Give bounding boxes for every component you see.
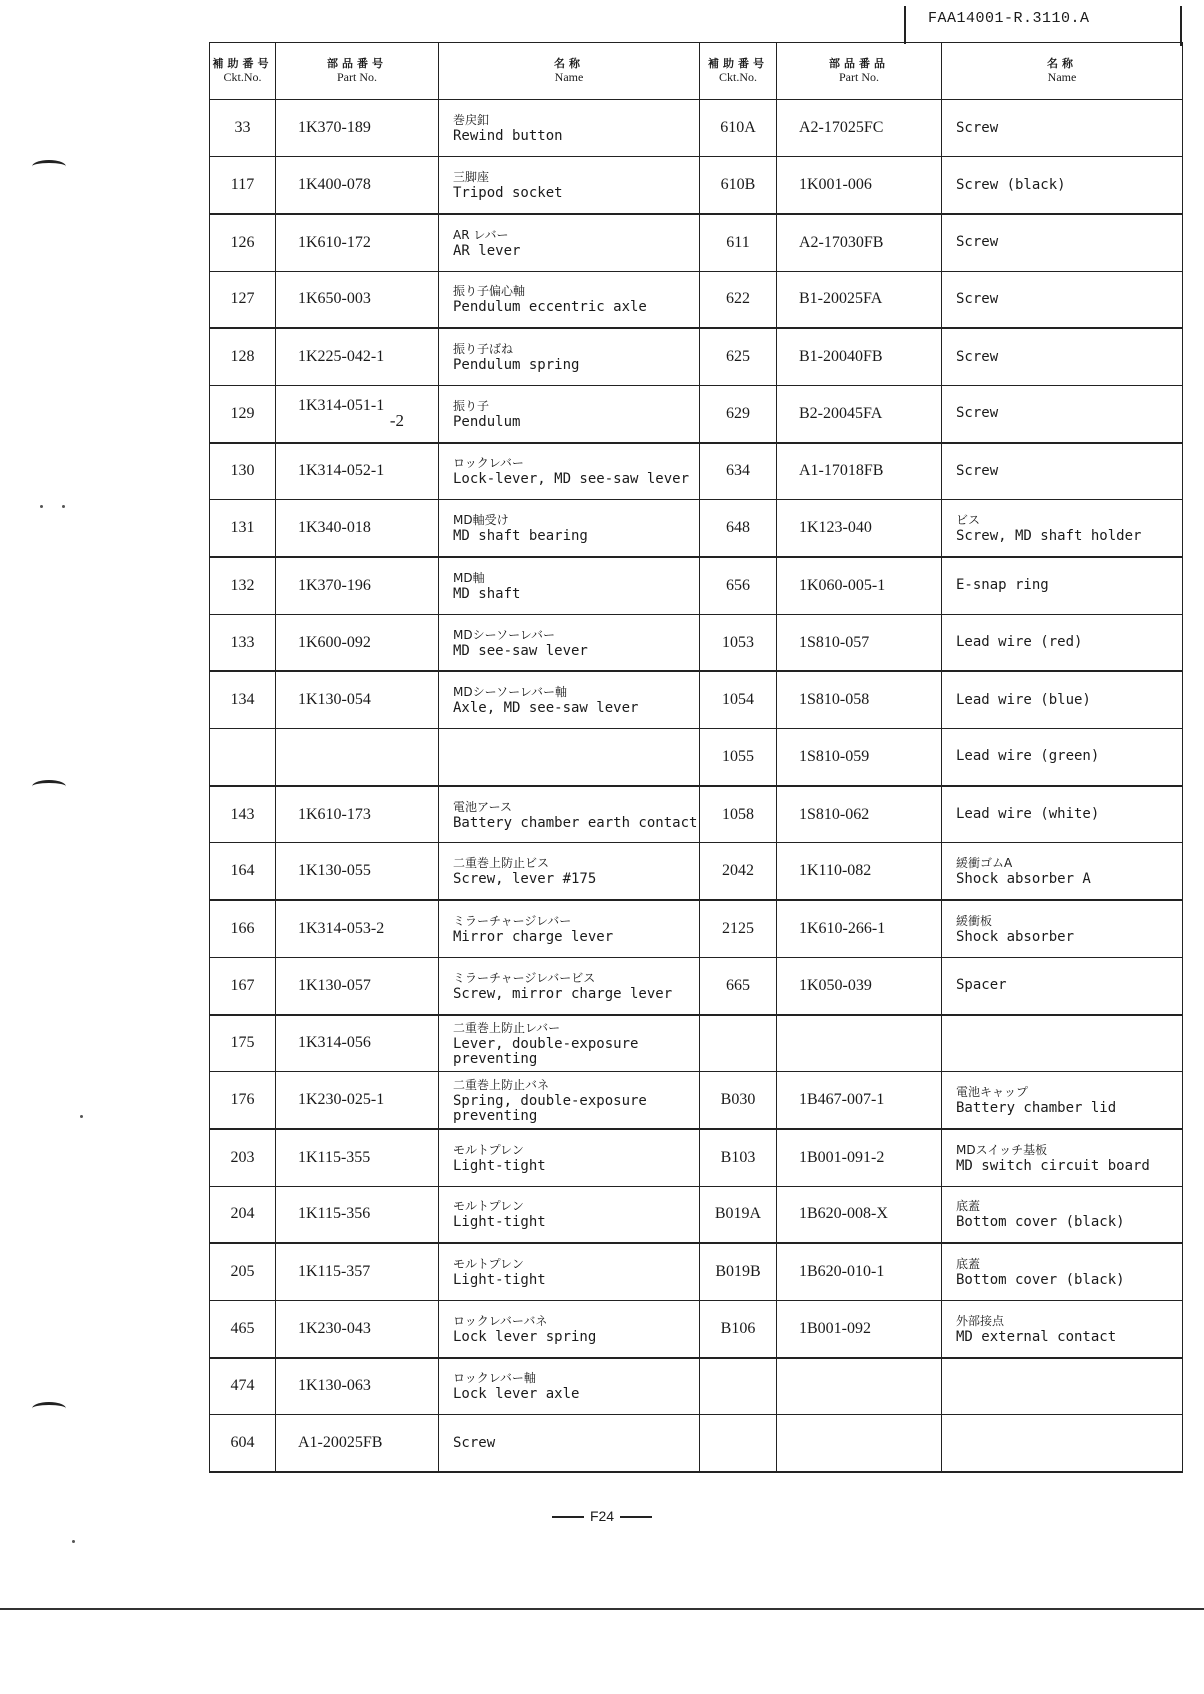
ckt-number-right: 1058	[700, 786, 777, 843]
part-name-jp: ロックレバー軸	[453, 1371, 536, 1386]
table-row	[210, 214, 1183, 271]
part-name	[439, 729, 700, 786]
part-number-text: 1K130-057	[298, 976, 371, 994]
part-number	[276, 557, 439, 614]
part-name	[439, 500, 700, 557]
ckt-number: 131	[210, 500, 276, 557]
part-number-text: 1K370-189	[298, 119, 371, 137]
part-name-jp: ロックレバー	[453, 456, 524, 471]
part-number	[276, 1186, 439, 1243]
part-number	[276, 614, 439, 671]
part-number	[276, 1072, 439, 1129]
ckt-number: 143	[210, 786, 276, 843]
part-number-text: 1K314-056	[298, 1034, 371, 1052]
part-number	[276, 328, 439, 385]
part-number-right	[777, 1358, 942, 1415]
ckt-number-right: 611	[700, 214, 777, 271]
part-number-right: A1-17018FB	[777, 443, 942, 500]
table-row	[210, 1358, 1183, 1415]
part-name	[439, 328, 700, 385]
table-row	[210, 1015, 1183, 1072]
part-name-en: MD shaft bearing	[453, 528, 588, 545]
part-number	[276, 957, 439, 1014]
part-number-right: 1S810-059	[777, 729, 942, 786]
part-name-en: Lever, double-exposure preventing	[453, 1035, 639, 1067]
bottom-rule	[0, 1608, 1204, 1610]
parts-table	[209, 42, 1183, 1473]
ckt-number: 129	[210, 385, 276, 442]
page-number	[0, 1508, 1204, 1524]
part-name-right	[942, 328, 1183, 385]
part-number-text: 1K230-043	[298, 1319, 371, 1337]
part-number-text: 1K400-078	[298, 176, 371, 194]
part-name-jp: 振り子偏心軸	[453, 284, 526, 299]
ckt-number-right: 656	[700, 557, 777, 614]
part-number-right: 1S810-057	[777, 614, 942, 671]
col-header-part: 部品番号 Part No.	[276, 43, 439, 100]
part-name-jp: MD軸受け	[453, 513, 509, 528]
part-number-right: 1K110-082	[777, 843, 942, 900]
part-name-right	[942, 1129, 1183, 1186]
table-row	[210, 385, 1183, 442]
part-name	[439, 100, 700, 157]
part-name-right	[942, 1358, 1183, 1415]
table-row	[210, 500, 1183, 557]
part-name-jp: 三脚座	[453, 170, 490, 185]
part-name-right	[942, 1072, 1183, 1129]
part-name-en: Lock-lever, MD see-saw lever	[453, 471, 690, 488]
part-name-jp: MDシーソーレバー軸	[453, 685, 568, 700]
ckt-number: 604	[210, 1415, 276, 1472]
ckt-number-right: 625	[700, 328, 777, 385]
part-name	[439, 843, 700, 900]
part-name	[439, 557, 700, 614]
part-number	[276, 443, 439, 500]
part-name-jp: 巻戻釦	[453, 113, 490, 128]
part-name-right	[942, 843, 1183, 900]
part-name-right-en: Screw (black)	[956, 176, 1066, 193]
ckt-number: 204	[210, 1186, 276, 1243]
part-number-text: 1K230-025-1	[298, 1091, 385, 1109]
ckt-number: 176	[210, 1072, 276, 1129]
ckt-number-right	[700, 1358, 777, 1415]
ckt-number: 474	[210, 1358, 276, 1415]
part-name-right	[942, 614, 1183, 671]
part-name	[439, 1415, 700, 1472]
part-name-jp: モルトプレン	[453, 1257, 524, 1272]
ckt-number-right: 629	[700, 385, 777, 442]
part-name-en: MD shaft	[453, 585, 521, 602]
ckt-number: 128	[210, 328, 276, 385]
part-name-right-jp: 底蓋	[956, 1199, 981, 1214]
ckt-number: 203	[210, 1129, 276, 1186]
ckt-number: 164	[210, 843, 276, 900]
speck	[72, 1540, 75, 1543]
table-row	[210, 1129, 1183, 1186]
ckt-number-right	[700, 1015, 777, 1072]
part-name	[439, 1243, 700, 1300]
part-number-text: 1K115-356	[298, 1205, 371, 1223]
part-name-right	[942, 786, 1183, 843]
part-name-jp: MDシーソーレバー	[453, 627, 556, 642]
part-name-en: Axle, MD see-saw lever	[453, 700, 639, 717]
ckt-number-right: 648	[700, 500, 777, 557]
ckt-number-right: B103	[700, 1129, 777, 1186]
part-number-right: 1S810-062	[777, 786, 942, 843]
part-name-right-en: Lead wire (red)	[956, 634, 1083, 651]
part-name-right-jp: 緩衝ゴムA	[956, 856, 1013, 871]
ckt-number-right: B019B	[700, 1243, 777, 1300]
part-number-text: 1K130-054	[298, 691, 371, 709]
part-name-en: Lock lever spring	[453, 1328, 597, 1345]
part-number	[276, 500, 439, 557]
part-name-jp: 二重巻上防止ビス	[453, 856, 550, 871]
ckt-number-right: B106	[700, 1300, 777, 1357]
ckt-number: 117	[210, 157, 276, 214]
table-row	[210, 614, 1183, 671]
ckt-number-right: 622	[700, 271, 777, 328]
part-name-jp: MD軸	[453, 570, 485, 585]
part-number-right: 1B467-007-1	[777, 1072, 942, 1129]
part-name-en: Screw, mirror charge lever	[453, 985, 673, 1002]
part-name-right-jp: 外部接点	[956, 1313, 1005, 1328]
part-name-jp: 電池アース	[453, 799, 513, 814]
part-name-right	[942, 1015, 1183, 1072]
part-name-en: Pendulum eccentric axle	[453, 299, 647, 316]
part-number-text: 1K115-357	[298, 1263, 371, 1281]
ckt-number-right: 610A	[700, 100, 777, 157]
part-name-right	[942, 385, 1183, 442]
table-row	[210, 100, 1183, 157]
part-name-right-en: Screw	[956, 348, 999, 365]
part-name-en: Battery chamber earth contact	[453, 814, 698, 831]
ckt-number: 130	[210, 443, 276, 500]
part-name	[439, 1300, 700, 1357]
ckt-number: 133	[210, 614, 276, 671]
part-name-right-en: Screw	[956, 405, 999, 422]
part-name	[439, 1129, 700, 1186]
part-name-jp: 振り子ばね	[453, 342, 514, 357]
part-name-right	[942, 1186, 1183, 1243]
ckt-number	[210, 729, 276, 786]
part-name	[439, 443, 700, 500]
part-name-jp: 二重巻上防止レバー	[453, 1020, 561, 1035]
part-name-right-en: Bottom cover (black)	[956, 1214, 1125, 1231]
part-number-right: 1K123-040	[777, 500, 942, 557]
part-number-right: 1S810-058	[777, 671, 942, 728]
part-name-en: Pendulum	[453, 413, 521, 430]
part-number-text: 1K225-042-1	[298, 348, 385, 366]
part-number-right: 1K060-005-1	[777, 557, 942, 614]
table-row	[210, 729, 1183, 786]
part-name-right-en: Bottom cover (black)	[956, 1272, 1125, 1289]
part-name-jp: 二重巻上防止バネ	[453, 1077, 550, 1092]
part-name-right	[942, 500, 1183, 557]
part-name-right	[942, 1415, 1183, 1472]
part-name-right-en: Battery chamber lid	[956, 1100, 1117, 1117]
ckt-number-right: B019A	[700, 1186, 777, 1243]
part-number-right: B1-20040FB	[777, 328, 942, 385]
part-name-right	[942, 900, 1183, 957]
part-number-text: 1K314-052-1	[298, 462, 385, 480]
part-number-text: 1K600-092	[298, 633, 371, 651]
part-number-right: 1B620-010-1	[777, 1243, 942, 1300]
part-number-text: 1K340-018	[298, 519, 371, 537]
part-number-text: 1K314-053-2	[298, 919, 385, 937]
speck	[62, 505, 65, 508]
part-name-right	[942, 1243, 1183, 1300]
part-name-right	[942, 271, 1183, 328]
part-name-right-en: Lead wire (blue)	[956, 691, 1091, 708]
table-row	[210, 443, 1183, 500]
margin-mark	[32, 1402, 66, 1415]
table-row	[210, 1300, 1183, 1357]
ckt-number: 132	[210, 557, 276, 614]
part-name-jp: 振り子	[453, 398, 490, 413]
part-name-en: Light-tight	[453, 1157, 546, 1174]
part-number	[276, 900, 439, 957]
part-number-right: 1B001-092	[777, 1300, 942, 1357]
part-name	[439, 1072, 700, 1129]
ckt-number: 167	[210, 957, 276, 1014]
part-number	[276, 385, 439, 442]
part-number	[276, 1243, 439, 1300]
ckt-number: 126	[210, 214, 276, 271]
part-name-en: Light-tight	[453, 1214, 546, 1231]
table-row	[210, 957, 1183, 1014]
col-header-part-right: 部品番品 Part No.	[777, 43, 942, 100]
part-number	[276, 786, 439, 843]
right-rule	[1180, 6, 1182, 46]
part-name-right	[942, 157, 1183, 214]
part-number	[276, 214, 439, 271]
part-name	[439, 385, 700, 442]
table-row	[210, 1415, 1183, 1472]
part-name-right-en: E-snap ring	[956, 577, 1049, 594]
ckt-number-right: 2042	[700, 843, 777, 900]
ckt-number: 465	[210, 1300, 276, 1357]
table-row	[210, 786, 1183, 843]
part-name-right-en: Lead wire (white)	[956, 806, 1100, 823]
part-name-right-jp: 電池キャップ	[956, 1085, 1029, 1100]
col-header-ckt-right: 補助番号 Ckt.No.	[700, 43, 777, 100]
part-name-en: Screw, lever #175	[453, 871, 597, 888]
dash-right	[620, 1516, 652, 1518]
part-number-text: 1K610-173	[298, 805, 371, 823]
part-number-right	[777, 1415, 942, 1472]
ckt-number-right: 665	[700, 957, 777, 1014]
part-name-right	[942, 557, 1183, 614]
part-number-text: 1K314-051-1	[298, 396, 385, 414]
col-header-name-right: 名称 Name	[942, 43, 1183, 100]
table-row	[210, 271, 1183, 328]
part-number	[276, 843, 439, 900]
part-name-right	[942, 443, 1183, 500]
part-name	[439, 157, 700, 214]
dash-left	[552, 1516, 584, 1518]
table-row	[210, 1072, 1183, 1129]
part-number	[276, 1415, 439, 1472]
table-row	[210, 671, 1183, 728]
part-number-right: 1K610-266-1	[777, 900, 942, 957]
part-name-en: Lock lever axle	[453, 1386, 580, 1403]
ckt-number: 33	[210, 100, 276, 157]
part-name	[439, 1015, 700, 1072]
part-name-right-en: MD external contact	[956, 1328, 1117, 1345]
table-row	[210, 900, 1183, 957]
part-name-right	[942, 100, 1183, 157]
part-number-text: 1K370-196	[298, 576, 371, 594]
part-name-jp: モルトプレン	[453, 1199, 524, 1214]
part-name	[439, 671, 700, 728]
table-row	[210, 328, 1183, 385]
part-name-en: Tripod socket	[453, 185, 563, 202]
ckt-number-right: 2125	[700, 900, 777, 957]
part-name-en: Spring, double-exposure preventing	[453, 1092, 647, 1124]
part-name	[439, 1186, 700, 1243]
part-name-en: Rewind button	[453, 128, 563, 145]
ckt-number-right: 1053	[700, 614, 777, 671]
ckt-number: 175	[210, 1015, 276, 1072]
part-name-right-en: Shock absorber	[956, 928, 1075, 945]
part-name-right-en: Lead wire (green)	[956, 748, 1100, 765]
ckt-number-right: B030	[700, 1072, 777, 1129]
part-name-en: MD see-saw lever	[453, 642, 588, 659]
part-name-right-jp: ビス	[956, 513, 981, 528]
part-name-right-en: Screw	[956, 462, 999, 479]
part-number	[276, 1300, 439, 1357]
part-name-en: Light-tight	[453, 1272, 546, 1289]
part-name-right-en: Shock absorber A	[956, 871, 1091, 888]
header-rule	[904, 6, 906, 44]
table-row	[210, 157, 1183, 214]
part-number	[276, 1129, 439, 1186]
part-name	[439, 900, 700, 957]
col-header-name: 名称 Name	[439, 43, 700, 100]
part-name-right	[942, 1300, 1183, 1357]
part-number	[276, 1358, 439, 1415]
margin-mark	[32, 160, 66, 173]
ckt-number: 127	[210, 271, 276, 328]
speck	[40, 505, 43, 508]
part-name-en: Screw	[453, 1434, 496, 1451]
part-name-en: Mirror charge lever	[453, 928, 614, 945]
part-name-jp: ミラーチャージレバービス	[453, 970, 596, 985]
part-name-right-en: Spacer	[956, 977, 1007, 994]
part-name-right	[942, 957, 1183, 1014]
margin-mark	[32, 780, 66, 793]
part-number-text: 1K610-172	[298, 233, 371, 251]
part-name-right-en: MD switch circuit board	[956, 1157, 1150, 1174]
part-name-right-en: Screw	[956, 290, 999, 307]
part-number-right: A2-17030FB	[777, 214, 942, 271]
part-name-right-en: Screw	[956, 234, 999, 251]
part-number-text: 1K130-063	[298, 1377, 371, 1395]
speck	[80, 1115, 83, 1118]
ckt-number-right	[700, 1415, 777, 1472]
part-number-right: A2-17025FC	[777, 100, 942, 157]
part-number	[276, 671, 439, 728]
part-name-right-jp: 緩衝板	[956, 913, 993, 928]
table-row	[210, 1186, 1183, 1243]
part-number	[276, 1015, 439, 1072]
part-number-revision: -2	[389, 410, 404, 430]
part-number-right	[777, 1015, 942, 1072]
part-name-jp: モルトプレン	[453, 1142, 524, 1157]
part-name-en: Pendulum spring	[453, 357, 580, 374]
part-number-right: B2-20045FA	[777, 385, 942, 442]
part-number	[276, 157, 439, 214]
document-code: FAA14001-R.3110.A	[928, 10, 1090, 27]
part-number	[276, 271, 439, 328]
ckt-number: 166	[210, 900, 276, 957]
part-number	[276, 100, 439, 157]
part-name-right-jp: 底蓋	[956, 1257, 981, 1272]
part-number-right: 1B620-008-X	[777, 1186, 942, 1243]
ckt-number-right: 1055	[700, 729, 777, 786]
part-name-right-jp: MDスイッチ基板	[956, 1142, 1048, 1157]
col-header-ckt: 補助番号 Ckt.No.	[210, 43, 276, 100]
ckt-number: 134	[210, 671, 276, 728]
part-number-text: A1-20025FB	[298, 1434, 383, 1452]
page-number-text: F24	[589, 1508, 615, 1524]
part-number-right: B1-20025FA	[777, 271, 942, 328]
part-number-text: 1K115-355	[298, 1148, 371, 1166]
part-number-text: 1K650-003	[298, 290, 371, 308]
part-number-right: 1K050-039	[777, 957, 942, 1014]
part-name	[439, 214, 700, 271]
ckt-number-right: 634	[700, 443, 777, 500]
part-name-right	[942, 671, 1183, 728]
ckt-number-right: 1054	[700, 671, 777, 728]
part-number	[276, 729, 439, 786]
part-number-right: 1B001-091-2	[777, 1129, 942, 1186]
ckt-number: 205	[210, 1243, 276, 1300]
ckt-number-right: 610B	[700, 157, 777, 214]
table-row	[210, 843, 1183, 900]
part-name-jp: ミラーチャージレバー	[453, 913, 572, 928]
table-row	[210, 1243, 1183, 1300]
part-name-right-en: Screw	[956, 119, 999, 136]
table-header-row	[210, 43, 1183, 100]
part-name-en: AR lever	[453, 242, 521, 259]
part-number-right: 1K001-006	[777, 157, 942, 214]
part-name-right	[942, 214, 1183, 271]
part-number-text: 1K130-055	[298, 862, 371, 880]
part-name	[439, 957, 700, 1014]
table-row	[210, 557, 1183, 614]
part-name-jp: ロックレバーバネ	[453, 1313, 548, 1328]
part-name	[439, 1358, 700, 1415]
part-name-right	[942, 729, 1183, 786]
part-name	[439, 786, 700, 843]
part-name	[439, 614, 700, 671]
part-name-right-en: Screw, MD shaft holder	[956, 528, 1142, 545]
part-name-jp: AR レバー	[453, 227, 509, 242]
part-name	[439, 271, 700, 328]
